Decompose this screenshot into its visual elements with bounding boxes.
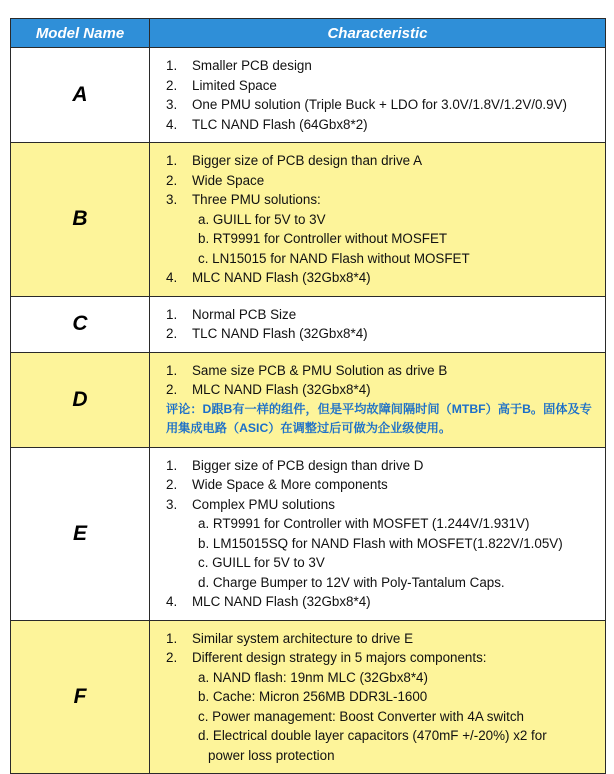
model-a: A [11,48,150,143]
list-sub-item-continued: power loss protection [208,747,335,763]
list-item: 2. Wide Space [166,172,265,188]
list-item: 2. TLC NAND Flash (32Gbx8*4) [166,326,368,341]
list-sub-item: b. Cache: Micron 256MB DDR3L-1600 [198,689,428,704]
model-c: C [11,296,150,352]
model-d: D [11,352,150,447]
characteristic-f [150,620,606,774]
list-item: 3. Complex PMU solutions [166,496,335,512]
table-row [11,48,606,143]
characteristic-b [150,143,606,297]
table-row [11,352,606,447]
list-item: 1. Similar system architecture to drive E [166,630,414,646]
list-item: 1. Smaller PCB design [166,58,312,73]
model-e: E [11,447,150,620]
list-item: 4. MLC NAND Flash (32Gbx8*4) [166,594,371,609]
list-sub-item: a. RT9991 for Controller with MOSFET (1.244V/1.931V) [198,516,530,531]
table-row [11,447,606,620]
list-sub-item: a. NAND flash: 19nm MLC (32Gbx8*4) [198,669,428,685]
list-item: 4. MLC NAND Flash (32Gbx8*4) [166,270,371,285]
list-sub-item: b. RT9991 for Controller without MOSFET [198,231,448,246]
list-sub-item: c. LN15015 for NAND Flash without MOSFET [198,250,470,266]
list-sub-item: d. Charge Bumper to 12V with Poly-Tantalum Caps. [198,574,505,590]
list-sub-item: c. GUILL for 5V to 3V [198,555,325,570]
list-item: 2. MLC NAND Flash (32Gbx8*4) [166,382,371,397]
model-f: F [11,620,150,774]
list-sub-item: c. Power management: Boost Converter with 4A switch [198,708,524,724]
characteristic-e [150,447,606,620]
comment-note: 评论：D跟B有一样的组件，但是平均故障间隔时间（MTBF）高于B。固体及专用集成电路（ASIC）在调整过后可做为企业级使用。 [166,401,592,435]
list-item: 3. One PMU solution (Triple Buck + LDO for 3.0V/1.8V/1.2V/0.9V) [166,97,567,112]
list-item: 1. Bigger size of PCB design than drive A [166,153,423,168]
list-item: 3. Three PMU solutions: [166,192,321,207]
list-item: 2. Different design strategy in 5 majors components: [166,650,487,665]
list-sub-item: d. Electrical double layer capacitors (470mF +/-20%) x2 for [198,728,547,743]
characteristic-d [150,352,606,447]
list-item: 4. TLC NAND Flash (64Gbx8*2) [166,116,368,132]
table-row [11,296,606,352]
list-item: 1. Same size PCB & PMU Solution as drive B [166,362,448,378]
list-item: 2. Wide Space & More components [166,477,388,492]
list-sub-item: a. GUILL for 5V to 3V [198,211,326,227]
table-row [11,620,606,774]
list-item: 2. Limited Space [166,77,277,93]
list-sub-item: b. LM15015SQ for NAND Flash with MOSFET(1.822V/1.05V) [198,535,563,551]
model-b: B [11,143,150,297]
characteristic-c [150,296,606,352]
list-item: 1. Bigger size of PCB design than drive D [166,457,424,473]
list-item: 1. Normal PCB Size [166,306,297,322]
table-row [11,143,606,297]
header-model-name: Model Name [11,19,150,48]
characteristic-a [150,48,606,143]
header-characteristic: Characteristic [150,19,606,48]
specification-table [10,18,606,774]
